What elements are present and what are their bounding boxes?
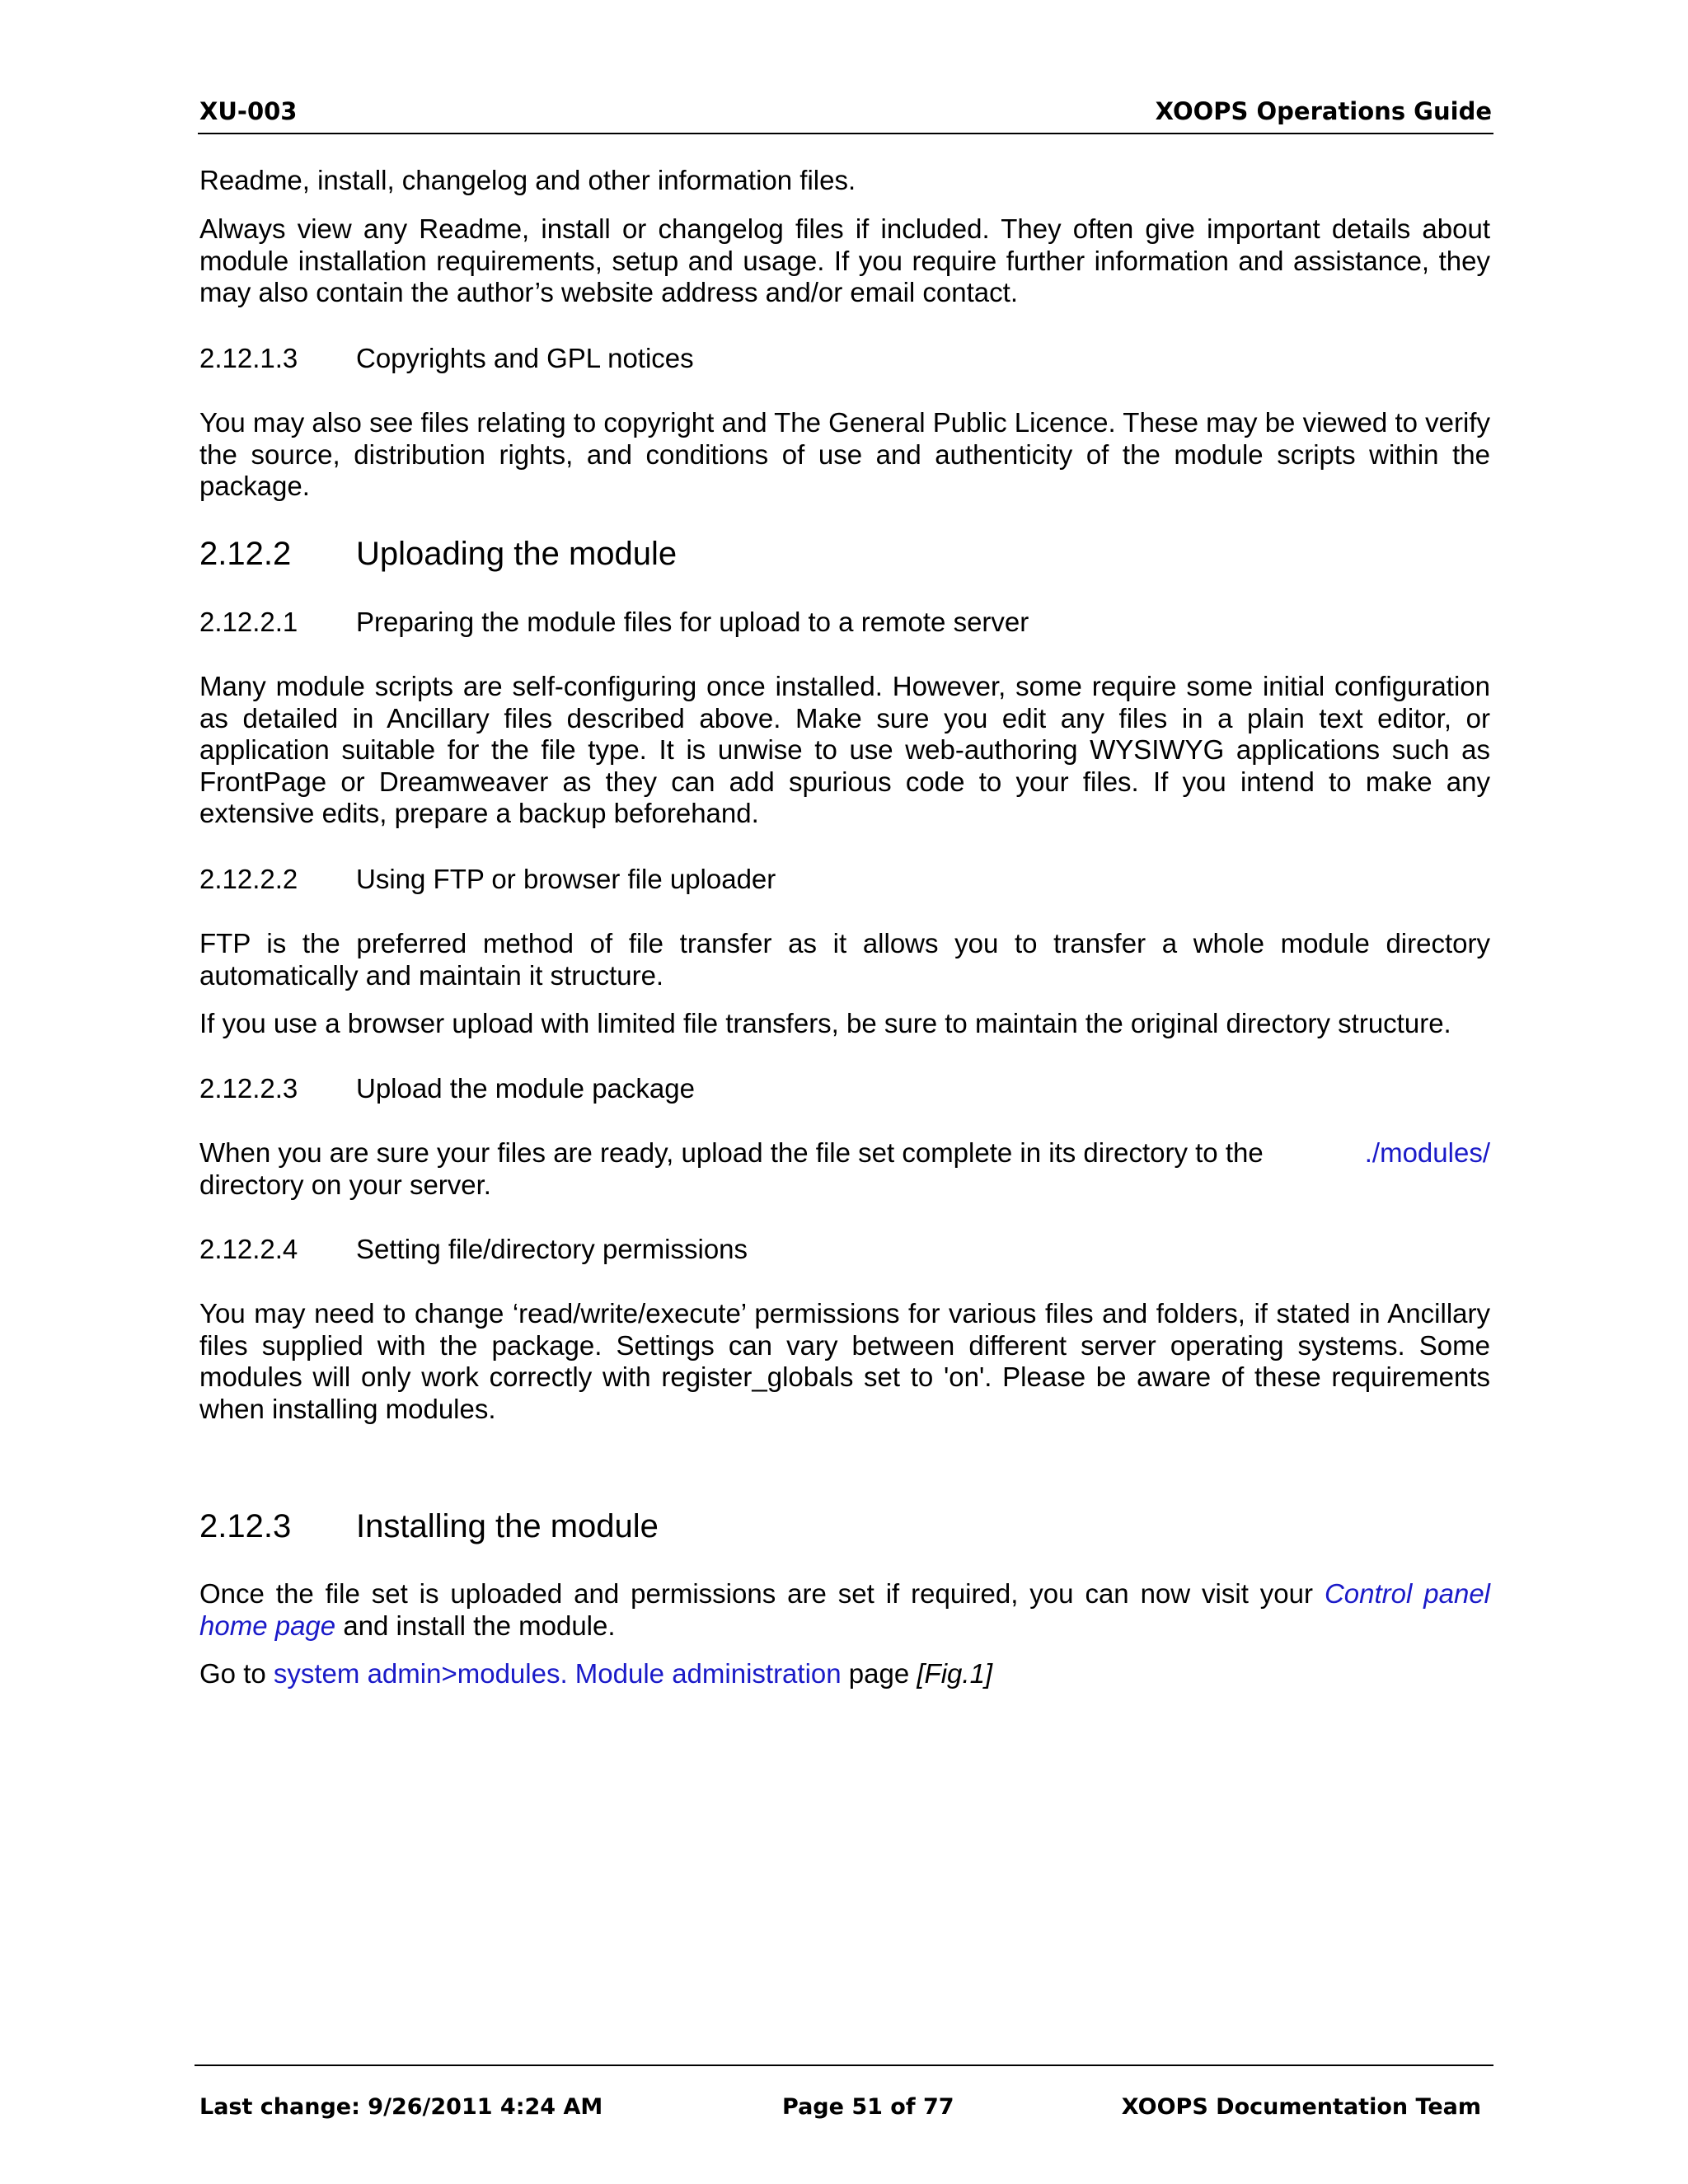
heading-2-12-1-3 [199, 343, 1490, 374]
heading-number: 2.12.3 [199, 1508, 292, 1544]
heading-number: 2.12.2.1 [199, 607, 298, 637]
upload-text: When you are sure your files are ready, upload the file set complete in its directory to the [199, 1137, 1264, 1168]
modules-directory-link[interactable]: ./modules/ [1364, 1137, 1490, 1168]
footer-team: XOOPS Documentation Team [1121, 2094, 1481, 2120]
heading-number: 2.12.2.2 [199, 864, 298, 894]
heading-number: 2.12.2.4 [199, 1234, 298, 1264]
heading-number: 2.12.2.3 [199, 1073, 298, 1104]
paragraph-permissions: You may need to change ‘read/write/execute’ permissions for various files and folders, if stated in Ancillary files supplied with the package. Settings can vary between different server operating systems. Some modules will only work correctly with register_globals set to 'on'. Please be aware of these requirements when installing modules. [199, 1298, 1490, 1424]
heading-title: Copyrights and GPL notices [356, 343, 694, 373]
heading-title: Upload the module package [356, 1073, 695, 1104]
paragraph-installing [199, 1578, 1490, 1642]
heading-title: Uploading the module [356, 536, 678, 572]
paragraph-copyright: You may also see files relating to copyright and The General Public Licence. These may be viewed to verify the source, distribution rights, and conditions of use and authenticity of the module scripts within the package. [199, 407, 1490, 501]
heading-2-12-2-4 [199, 1234, 1490, 1265]
heading-title: Using FTP or browser file uploader [356, 864, 776, 894]
doc-title: XOOPS Operations Guide [1155, 97, 1492, 125]
footer-page-number: Page 51 of 77 [782, 2094, 954, 2120]
paragraph-upload-package [199, 1137, 1490, 1203]
paragraph-preparing: Many module scripts are self-configuring once installed. However, some require some initial configuration as detailed in Ancillary files described above. Make sure you edit any files in a plain text editor, or application suitable for the file type. It is unwise to use web-authoring WYSIWYG applications such as FrontPage or Dreamweaver as they can add spurious code to your files. If you intend to make any extensive edits, prepare a backup beforehand. [199, 671, 1490, 828]
installing-text: Once the file set is uploaded and permissions are set if required, you can now visit your [199, 1578, 1314, 1609]
heading-number: 2.12.1.3 [199, 343, 298, 373]
heading-2-12-3 [199, 1507, 1490, 1545]
heading-2-12-2 [199, 535, 1490, 573]
heading-title: Installing the module [356, 1508, 659, 1544]
page-header [198, 97, 1493, 134]
paragraph-browser-upload: If you use a browser upload with limited file transfers, be sure to maintain the original directory structure. [199, 1008, 1451, 1038]
control-panel-link[interactable]: Control panel home page [199, 1578, 1491, 1641]
heading-number: 2.12.2 [199, 536, 292, 572]
heading-2-12-2-1 [199, 607, 1490, 638]
figure-reference: [Fig.1] [917, 1658, 993, 1689]
paragraph-ftp: FTP is the preferred method of file transfer as it allows you to transfer a whole module directory automatically and maintain it structure. [199, 928, 1490, 991]
doc-id: XU-003 [199, 97, 298, 125]
installing-text-rest: and install the module. [343, 1610, 616, 1641]
footer-last-change: Last change: 9/26/2011 4:24 AM [199, 2094, 603, 2120]
paragraph-ancillary-files: Readme, install, changelog and other information files. [199, 165, 856, 195]
paragraph-go-to [199, 1658, 1490, 1690]
paragraph-readme: Always view any Readme, install or changelog files if included. They often give important details about module installation requirements, setup and usage. If you require further information and assistance, they may also contain the author’s website address and/or email contact. [199, 213, 1490, 307]
header-rule [198, 133, 1493, 134]
footer-rule [195, 2064, 1493, 2066]
heading-2-12-2-3 [199, 1073, 1490, 1104]
go-to-page-text: page [848, 1658, 910, 1689]
heading-title: Preparing the module files for upload to a remote server [356, 607, 1029, 637]
go-to-text: Go to [199, 1658, 266, 1689]
module-administration-link[interactable]: system admin>modules. Module administration [273, 1658, 842, 1689]
upload-text-rest: directory on your server. [199, 1169, 491, 1200]
heading-2-12-2-2 [199, 864, 1490, 895]
heading-title: Setting file/directory permissions [356, 1234, 748, 1264]
